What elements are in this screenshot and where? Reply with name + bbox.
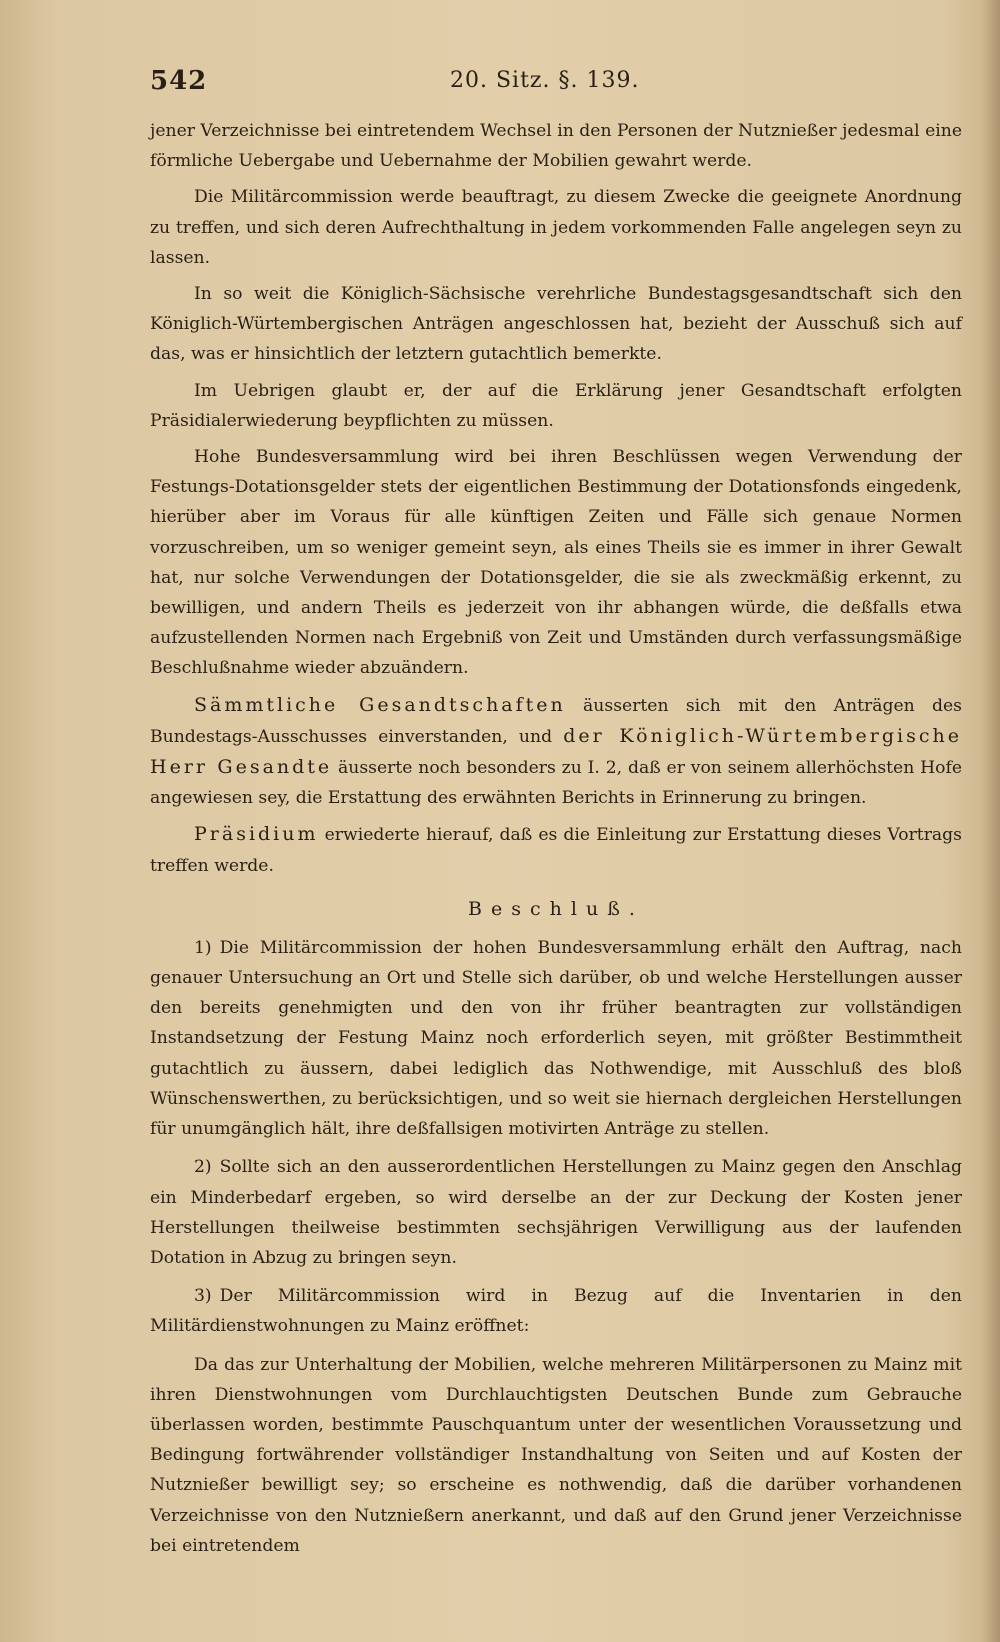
emphasis-legations: Sämmtliche Gesandtschaften (194, 693, 566, 716)
item-number: 3) (194, 1286, 212, 1307)
running-head: 20. Sitz. §. 139. (450, 68, 640, 93)
paragraph-text: äusserte noch besonders zu I. 2, daß er von seinem allerhöchsten Hofe angewiesen sey, die Erstattung des erwähnten Berichts in Erinnerung zu bringen. (150, 758, 962, 809)
page-number: 542 (150, 66, 208, 96)
resolution-heading: Beschluß. (468, 897, 644, 920)
paragraph-saxon-legation: In so weit die Königlich-Sächsische verehrliche Bundestagsgesandtschaft sich den Königlich-Würtembergischen Anträgen angeschlossen hat, bezieht der Ausschuß sich auf das, was er hinsichtlich der letztern gutachtlich bemerkte. (150, 284, 962, 365)
item-number: 2) (194, 1157, 212, 1178)
item-number: 1) (194, 937, 212, 958)
item-text: Die Militärcommission der hohen Bundesversammlung erhält den Auftrag, nach genauer Untersuchung an Ort und Stelle sich darüber, ob und welche Herstellungen ausser den bereits genehmigten und den von ihr früher beantragten zur vollständigen Instandsetzung der Festung Mainz noch erforderlich seyen, mit größter Bestimmtheit gutachtlich zu äussern, dabei lediglich das Nothwendige, mit Ausschluß des bloß Wünschenswerthen, zu berücksichtigen, und so weit sie hiernach dergleichen Herstellungen für unumgänglich hält, ihre deßfallsigen motivirten Anträge zu stellen. (150, 937, 962, 1140)
paragraph-inventory-directive: Da das zur Unterhaltung der Mobilien, welche mehreren Militärpersonen zu Mainz mit ihren Dienstwohnungen vom Durchlauchtigsten Deutschen Bunde zum Gebrauche überlassen worden, bestimmte Pauschquantum unter der wesentlichen Voraussetzung und Bedingung fortwährender vollständiger Instandhaltung von Seiten und auf Kosten der Nutznießer bewilligt sey; so erscheine es nothwendig, daß die darüber vorhandenen Verzeichnisse von den Nutznießern anerkannt, und daß auf den Grund jener Verzeichnisse bei eintretendem (150, 1354, 962, 1556)
resolution-item (150, 1152, 962, 1273)
item-text: Sollte sich an den ausserordentlichen Herstellungen zu Mainz gegen den Anschlag ein Minderbedarf ergeben, so wird derselbe an der zur Deckung der Kosten jener Herstellungen theilweise bestimmten sechsjährigen Verwilligung aus der laufenden Dotation in Abzug zu bringen seyn. (150, 1157, 962, 1268)
page-body (150, 116, 962, 1561)
paragraph-continuation: jener Verzeichnisse bei eintretendem Wechsel in den Personen der Nutznießer jedesmal eine förmliche Uebergabe und Uebernahme der Mobilien gewahrt werde. (150, 121, 962, 172)
paragraph-dotation-funds: Hohe Bundesversammlung wird bei ihren Beschlüssen wegen Verwendung der Festungs-Dotationsgelder stets der eigentlichen Bestimmung der Dotationsfonds eingedenk, hierüber aber im Voraus für alle künftigen Zeiten und Fälle sich genaue Normen vorzuschreiben, um so weniger gemeint seyn, als eines Theils sie es immer in ihrer Gewalt hat, nur solche Verwendungen der Dotationsgelder, die sie als zweckmäßig erkennt, zu bewilligen, und andern Theils es jederzeit von ihr abhangen würde, die deßfalls etwa aufzustellenden Normen nach Ergebniß von Zeit und Umständen durch verfassungsmäßige Beschlußnahme wieder abzuändern. (150, 447, 962, 679)
page-header (150, 66, 930, 102)
paragraph-presidial-reply: Im Uebrigen glaubt er, der auf die Erklärung jener Gesandtschaft erfolgten Präsidialerwiederung beypflichten zu müssen. (150, 380, 962, 431)
resolution-item (150, 933, 962, 1144)
page-edge-shadow (982, 0, 1000, 1642)
paragraph-presidium (150, 819, 962, 880)
emphasis-presidium: Präsidium (194, 823, 319, 846)
item-text: Der Militärcommission wird in Bezug auf die Inventarien in den Militärdienstwohnungen zu Mainz eröffnet: (150, 1286, 962, 1337)
paragraph-legations-vote (150, 690, 962, 814)
resolution-item (150, 1281, 962, 1341)
paragraph-text: erwiederte hierauf, daß es die Einleitung zur Erstattung dieses Vortrags treffen werde. (150, 825, 962, 876)
emphasis-wuerttemberg-envoy: der Königlich-Würtembergische Herr Gesandte (150, 724, 962, 779)
paragraph-commission-order: Die Militärcommission werde beauftragt, zu diesem Zwecke die geeignete Anordnung zu treffen, und sich deren Aufrechthaltung in jedem vorkommenden Falle angelegen seyn zu lassen. (150, 187, 962, 268)
paragraph-text: äusserten sich mit den Anträgen des Bundestags-Ausschusses einverstanden, und (150, 695, 962, 747)
